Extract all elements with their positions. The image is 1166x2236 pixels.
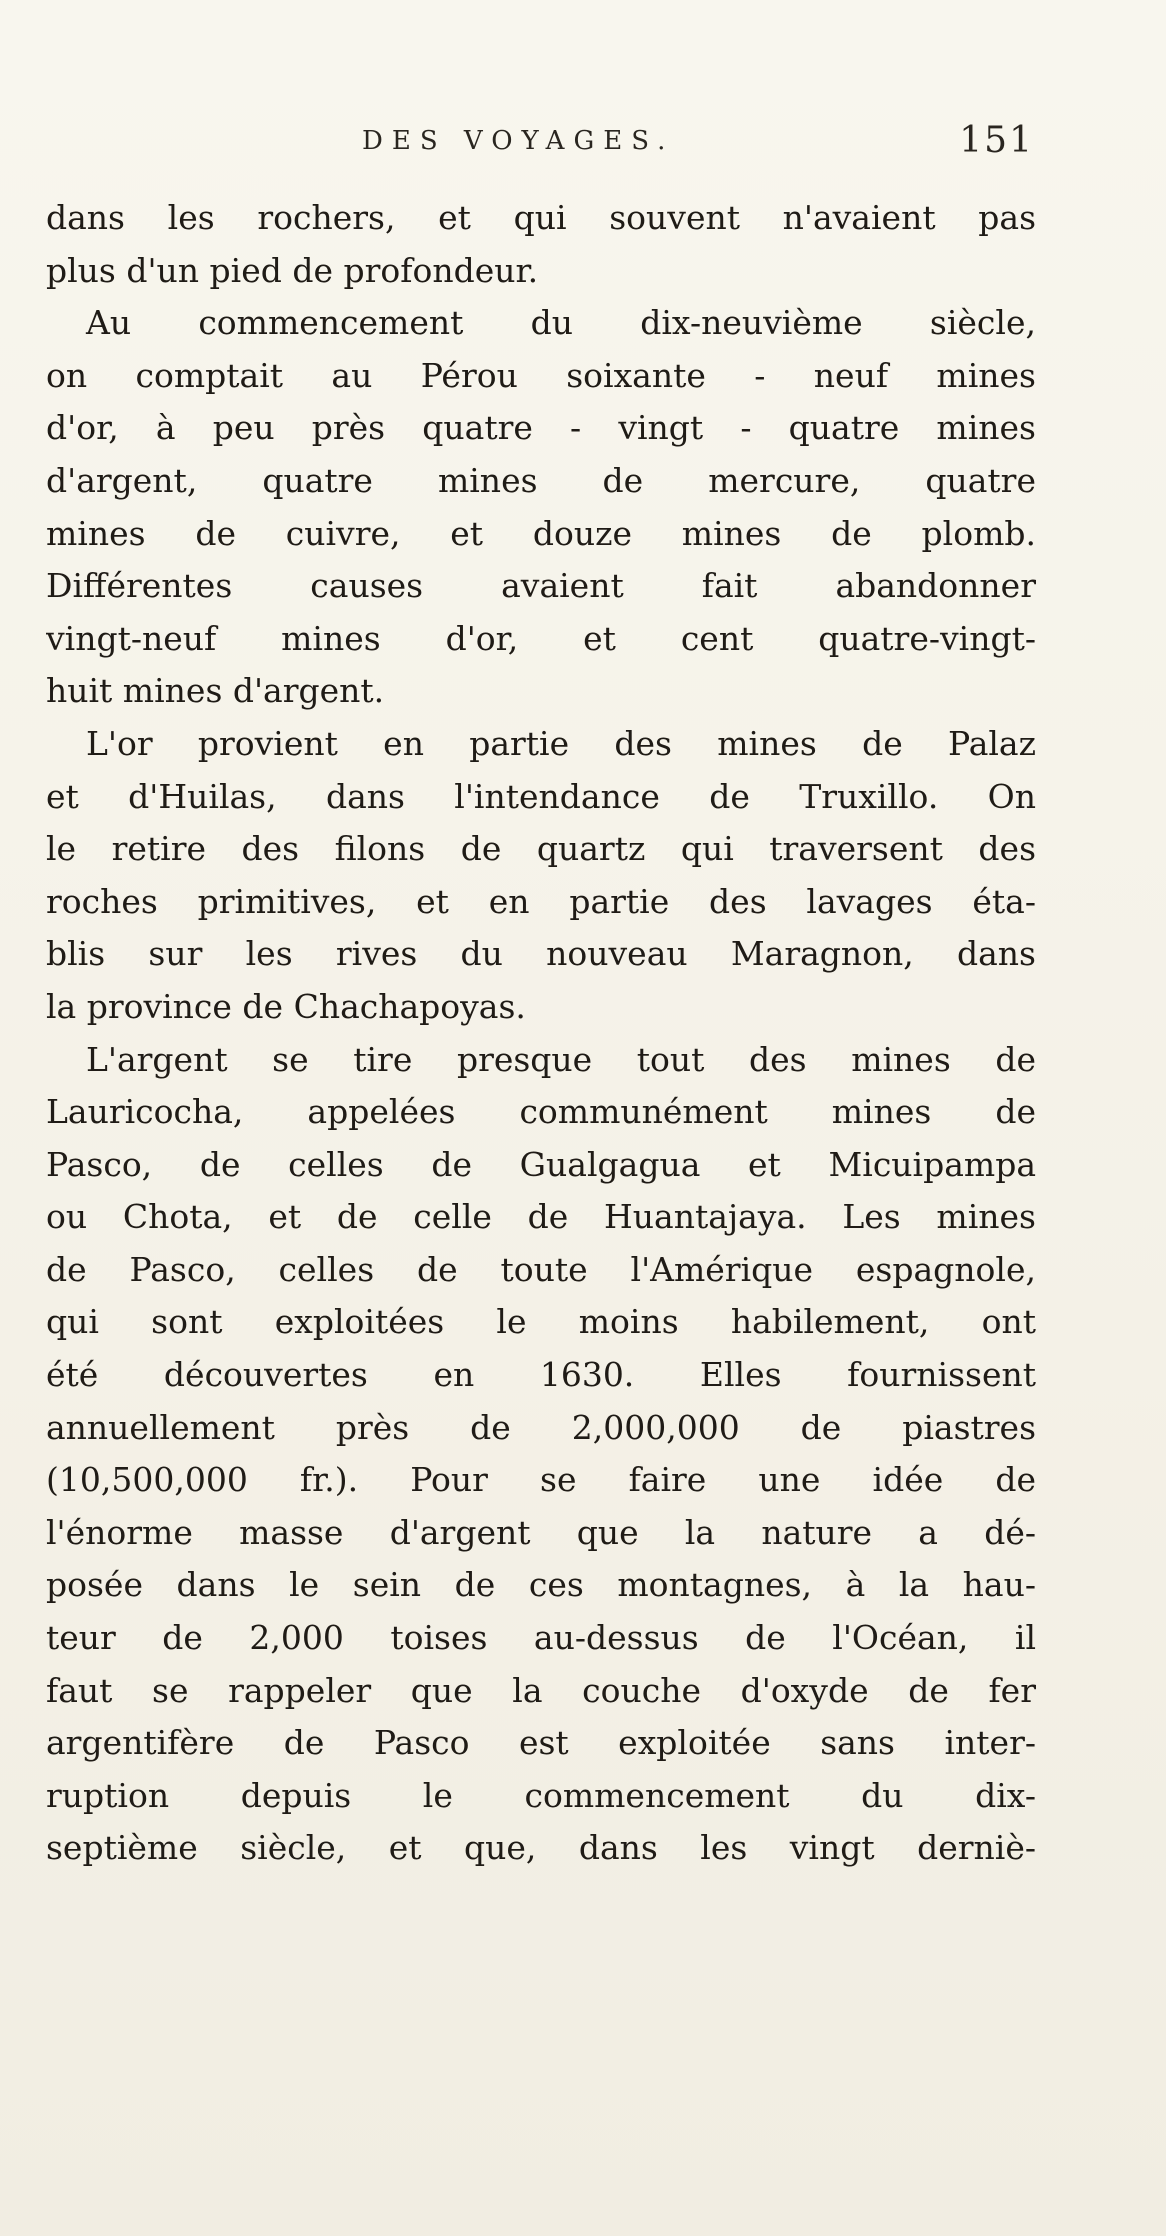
text-line: teur de 2,000 toises au-dessus de l'Océan, il — [46, 1618, 1036, 1658]
text-line: Au commencement du dix-neuvième siècle, — [86, 303, 1036, 343]
text-line: Pasco, de celles de Gualgagua et Micuipampa — [46, 1144, 1036, 1184]
text-line: septième siècle, et que, dans les vingt derniè- — [46, 1828, 1036, 1868]
text-line: été découvertes en 1630. Elles fournissent — [46, 1355, 1036, 1395]
text-line: L'or provient en partie des mines de Palaz — [86, 723, 1036, 763]
text-line: Lauricocha, appelées communément mines de — [46, 1092, 1036, 1132]
text-line: plus d'un pied de profondeur. — [46, 250, 539, 290]
text-line: de Pasco, celles de toute l'Amérique espagnole, — [46, 1249, 1036, 1289]
text-line: L'argent se tire presque tout des mines de — [86, 1039, 1036, 1079]
text-line: le retire des filons de quartz qui traversent des — [46, 829, 1036, 869]
text-line: (10,500,000 fr.). Pour se faire une idée de — [46, 1460, 1036, 1500]
text-line: posée dans le sein de ces montagnes, à la hau- — [46, 1565, 1036, 1605]
text-line: annuellement près de 2,000,000 de piastres — [46, 1407, 1036, 1447]
text-line: on comptait au Pérou soixante - neuf mines — [46, 355, 1036, 395]
page-header — [362, 120, 1042, 174]
text-line: qui sont exploitées le moins habilement, ont — [46, 1302, 1036, 1342]
text-line: d'argent, quatre mines de mercure, quatre — [46, 460, 1036, 500]
text-line: huit mines d'argent. — [46, 671, 385, 711]
text-line: Différentes causes avaient fait abandonner — [46, 566, 1036, 606]
text-line: dans les rochers, et qui souvent n'avaient pas — [46, 198, 1036, 237]
text-line: ruption depuis le commencement du dix- — [46, 1775, 1036, 1815]
text-line: vingt-neuf mines d'or, et cent quatre-vingt- — [46, 618, 1036, 658]
text-line: mines de cuivre, et douze mines de plomb. — [46, 513, 1036, 553]
text-line: l'énorme masse d'argent que la nature a dé- — [46, 1512, 1036, 1552]
text-line: blis sur les rives du nouveau Maragnon, dans — [46, 934, 1036, 974]
body-text — [46, 192, 1036, 1875]
text-line: d'or, à peu près quatre - vingt - quatre mines — [46, 408, 1036, 448]
text-line: la province de Chachapoyas. — [46, 986, 526, 1026]
text-line: roches primitives, et en partie des lavages éta- — [46, 881, 1036, 921]
page-number: 151 — [959, 120, 1034, 161]
running-title: DES VOYAGES. — [362, 126, 675, 156]
text-line: faut se rappeler que la couche d'oxyde de fer — [46, 1670, 1036, 1710]
text-line: argentifère de Pasco est exploitée sans inter- — [46, 1723, 1036, 1763]
text-line: ou Chota, et de celle de Huantajaya. Les mines — [46, 1197, 1036, 1237]
text-line: et d'Huilas, dans l'intendance de Truxillo. On — [46, 776, 1036, 816]
